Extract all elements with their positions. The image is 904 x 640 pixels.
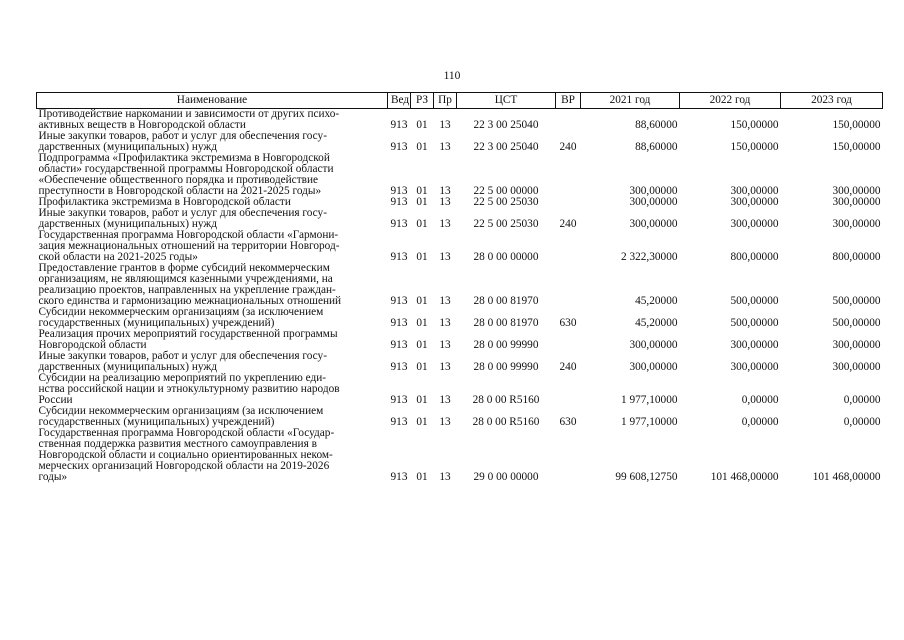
row-name: Государственная программа Новгородской области «Государ- ственная поддержка развития местного самоуправления в Новгородской области и социально ориентированных неком- мерческих организаций Новгородской области на 2019-2026 годы» <box>38 427 335 483</box>
row-amount-2022: 300,00000 <box>730 196 779 208</box>
row-ved: 913 <box>390 185 408 197</box>
row-cst: 22 5 00 25030 <box>473 218 539 230</box>
row-amount-2023: 0,00000 <box>843 394 881 406</box>
row-amount-2023: 150,00000 <box>832 141 881 153</box>
row-pr: 13 <box>439 394 451 406</box>
row-amount-2021: 300,00000 <box>629 339 678 351</box>
table-row <box>37 153 883 197</box>
row-cst: 22 3 00 25040 <box>473 119 539 131</box>
header-cst: ЦСТ <box>457 93 556 109</box>
row-rz: 01 <box>416 361 428 373</box>
row-cst: 22 3 00 25040 <box>473 141 539 153</box>
row-cst: 28 0 00 81970 <box>473 317 539 329</box>
row-amount-2021: 45,20000 <box>635 317 678 329</box>
header-2023: 2023 год <box>781 93 883 109</box>
table-row <box>37 263 883 307</box>
row-cst: 29 0 00 00000 <box>473 471 539 483</box>
row-ved: 913 <box>390 218 408 230</box>
row-cst: 28 0 00 R5160 <box>472 416 540 428</box>
row-name: Субсидии некоммерческим организациям (за исключением государственных (муниципальных) учреждений) <box>38 405 324 428</box>
row-amount-2022: 500,00000 <box>730 317 779 329</box>
table-row <box>37 109 883 132</box>
row-ved: 913 <box>390 141 408 153</box>
row-rz: 01 <box>416 394 428 406</box>
row-pr: 13 <box>439 339 451 351</box>
row-pr: 13 <box>439 185 451 197</box>
row-amount-2023: 500,00000 <box>832 317 881 329</box>
page-number: 110 <box>443 70 461 82</box>
row-amount-2023: 0,00000 <box>843 416 881 428</box>
row-amount-2022: 300,00000 <box>730 361 779 373</box>
row-cst: 28 0 00 R5160 <box>472 394 540 406</box>
row-pr: 13 <box>439 196 451 208</box>
header-2022: 2022 год <box>680 93 781 109</box>
row-amount-2022: 101 468,00000 <box>710 471 779 483</box>
table-body <box>37 109 883 484</box>
row-name: Субсидии на реализацию мероприятий по укреплению еди- нства российской нации и этнокультурному развитию народов России <box>38 372 340 406</box>
row-name: Предоставление грантов в форме субсидий некоммерческим организациям, не являющимся казенными учреждениями, на реализацию проектов, направленных на укрепление граждан- ского единства и гармонизацию межнациональных отношений <box>38 262 342 307</box>
row-name: Субсидии некоммерческим организациям (за исключением государственных (муниципальных) учреждений) <box>38 306 324 329</box>
row-ved: 913 <box>390 196 408 208</box>
row-vr: 240 <box>559 218 577 230</box>
row-name: Подпрограмма «Профилактика экстремизма в Новгородской области» государственной программы Новгородской области «Обеспечение общественного порядка и противодействие преступности в Новгородской области на 2021-2025 годы» <box>38 152 334 197</box>
table-row <box>37 406 883 428</box>
row-vr <box>556 373 581 406</box>
row-cst: 28 0 00 99990 <box>473 339 539 351</box>
row-vr <box>556 329 581 351</box>
row-rz: 01 <box>416 119 428 131</box>
table-row <box>37 351 883 373</box>
row-rz: 01 <box>416 317 428 329</box>
header-pr: Пр <box>434 93 457 109</box>
table-row <box>37 373 883 406</box>
row-amount-2023: 300,00000 <box>832 339 881 351</box>
row-amount-2021: 45,20000 <box>635 295 678 307</box>
row-rz: 01 <box>416 471 428 483</box>
row-pr: 13 <box>439 251 451 263</box>
row-ved: 913 <box>390 471 408 483</box>
row-amount-2022: 800,00000 <box>730 251 779 263</box>
row-name: Иные закупки товаров, работ и услуг для обеспечения госу- дарственных (муниципальных) нужд <box>38 350 327 373</box>
row-amount-2021: 300,00000 <box>629 361 678 373</box>
table-row <box>37 208 883 230</box>
header-rz: РЗ <box>411 93 434 109</box>
row-cst: 22 5 00 00000 <box>473 185 539 197</box>
row-vr: 630 <box>559 416 577 428</box>
row-ved: 913 <box>390 295 408 307</box>
header-ved: Вед <box>388 93 411 109</box>
row-pr: 13 <box>439 295 451 307</box>
row-amount-2023: 300,00000 <box>832 361 881 373</box>
row-name: Иные закупки товаров, работ и услуг для обеспечения госу- дарственных (муниципальных) нужд <box>38 207 327 230</box>
row-ved: 913 <box>390 251 408 263</box>
row-amount-2021: 2 322,30000 <box>621 251 678 263</box>
header-name: Наименование <box>37 93 388 109</box>
row-ved: 913 <box>390 416 408 428</box>
row-amount-2022: 0,00000 <box>741 416 779 428</box>
row-pr: 13 <box>439 317 451 329</box>
row-vr <box>556 428 581 483</box>
row-vr <box>556 230 581 263</box>
header-2021: 2021 год <box>581 93 680 109</box>
row-rz: 01 <box>416 218 428 230</box>
row-rz: 01 <box>416 251 428 263</box>
row-amount-2021: 88,60000 <box>635 119 678 131</box>
row-vr <box>556 109 581 132</box>
row-amount-2023: 150,00000 <box>832 119 881 131</box>
budget-table <box>36 92 883 483</box>
row-amount-2021: 300,00000 <box>629 218 678 230</box>
row-amount-2021: 1 977,10000 <box>621 416 678 428</box>
row-ved: 913 <box>390 317 408 329</box>
row-vr <box>556 153 581 197</box>
row-cst: 28 0 00 00000 <box>473 251 539 263</box>
row-amount-2021: 300,00000 <box>629 185 678 197</box>
row-name: Реализация прочих мероприятий государственной программы Новгородской области <box>38 328 338 351</box>
row-rz: 01 <box>416 416 428 428</box>
row-vr <box>556 197 581 208</box>
row-vr: 630 <box>559 317 577 329</box>
row-cst: 28 0 00 99990 <box>473 361 539 373</box>
row-amount-2021: 99 608,12750 <box>615 471 678 483</box>
row-ved: 913 <box>390 339 408 351</box>
table-row <box>37 307 883 329</box>
row-amount-2023: 300,00000 <box>832 218 881 230</box>
row-pr: 13 <box>439 218 451 230</box>
row-amount-2023: 800,00000 <box>832 251 881 263</box>
row-ved: 913 <box>390 119 408 131</box>
row-pr: 13 <box>439 416 451 428</box>
row-rz: 01 <box>416 196 428 208</box>
row-vr: 240 <box>559 141 577 153</box>
table-row <box>37 428 883 483</box>
row-rz: 01 <box>416 185 428 197</box>
row-pr: 13 <box>439 471 451 483</box>
row-pr: 13 <box>439 119 451 131</box>
row-rz: 01 <box>416 339 428 351</box>
row-amount-2021: 300,00000 <box>629 196 678 208</box>
row-amount-2021: 88,60000 <box>635 141 678 153</box>
row-pr: 13 <box>439 361 451 373</box>
row-amount-2022: 500,00000 <box>730 295 779 307</box>
row-amount-2022: 150,00000 <box>730 141 779 153</box>
row-amount-2023: 300,00000 <box>832 196 881 208</box>
table-row <box>37 131 883 153</box>
row-amount-2022: 300,00000 <box>730 339 779 351</box>
row-rz: 01 <box>416 141 428 153</box>
row-ved: 913 <box>390 361 408 373</box>
row-amount-2023: 500,00000 <box>832 295 881 307</box>
row-amount-2022: 300,00000 <box>730 218 779 230</box>
row-name: Профилактика экстремизма в Новгородской области <box>38 196 291 208</box>
row-amount-2022: 300,00000 <box>730 185 779 197</box>
row-rz: 01 <box>416 295 428 307</box>
header-vr: ВР <box>556 93 581 109</box>
row-name: Государственная программа Новгородской области «Гармони- зация межнациональных отношений на территории Новгород- ской области на 2021-2025 годы» <box>38 229 340 263</box>
row-cst: 28 0 00 81970 <box>473 295 539 307</box>
row-cst: 22 5 00 25030 <box>473 196 539 208</box>
row-pr: 13 <box>439 141 451 153</box>
row-ved: 913 <box>390 394 408 406</box>
row-vr <box>556 263 581 307</box>
table-header-row <box>37 93 883 109</box>
row-amount-2023: 300,00000 <box>832 185 881 197</box>
row-vr: 240 <box>559 361 577 373</box>
table-row <box>37 230 883 263</box>
row-amount-2021: 1 977,10000 <box>621 394 678 406</box>
row-amount-2023: 101 468,00000 <box>812 471 881 483</box>
row-name: Иные закупки товаров, работ и услуг для обеспечения госу- дарственных (муниципальных) нужд <box>38 130 327 153</box>
row-name: Противодействие наркомании и зависимости от других психо- активных веществ в Новгородской области <box>38 108 340 131</box>
table-row <box>37 329 883 351</box>
row-amount-2022: 150,00000 <box>730 119 779 131</box>
row-amount-2022: 0,00000 <box>741 394 779 406</box>
